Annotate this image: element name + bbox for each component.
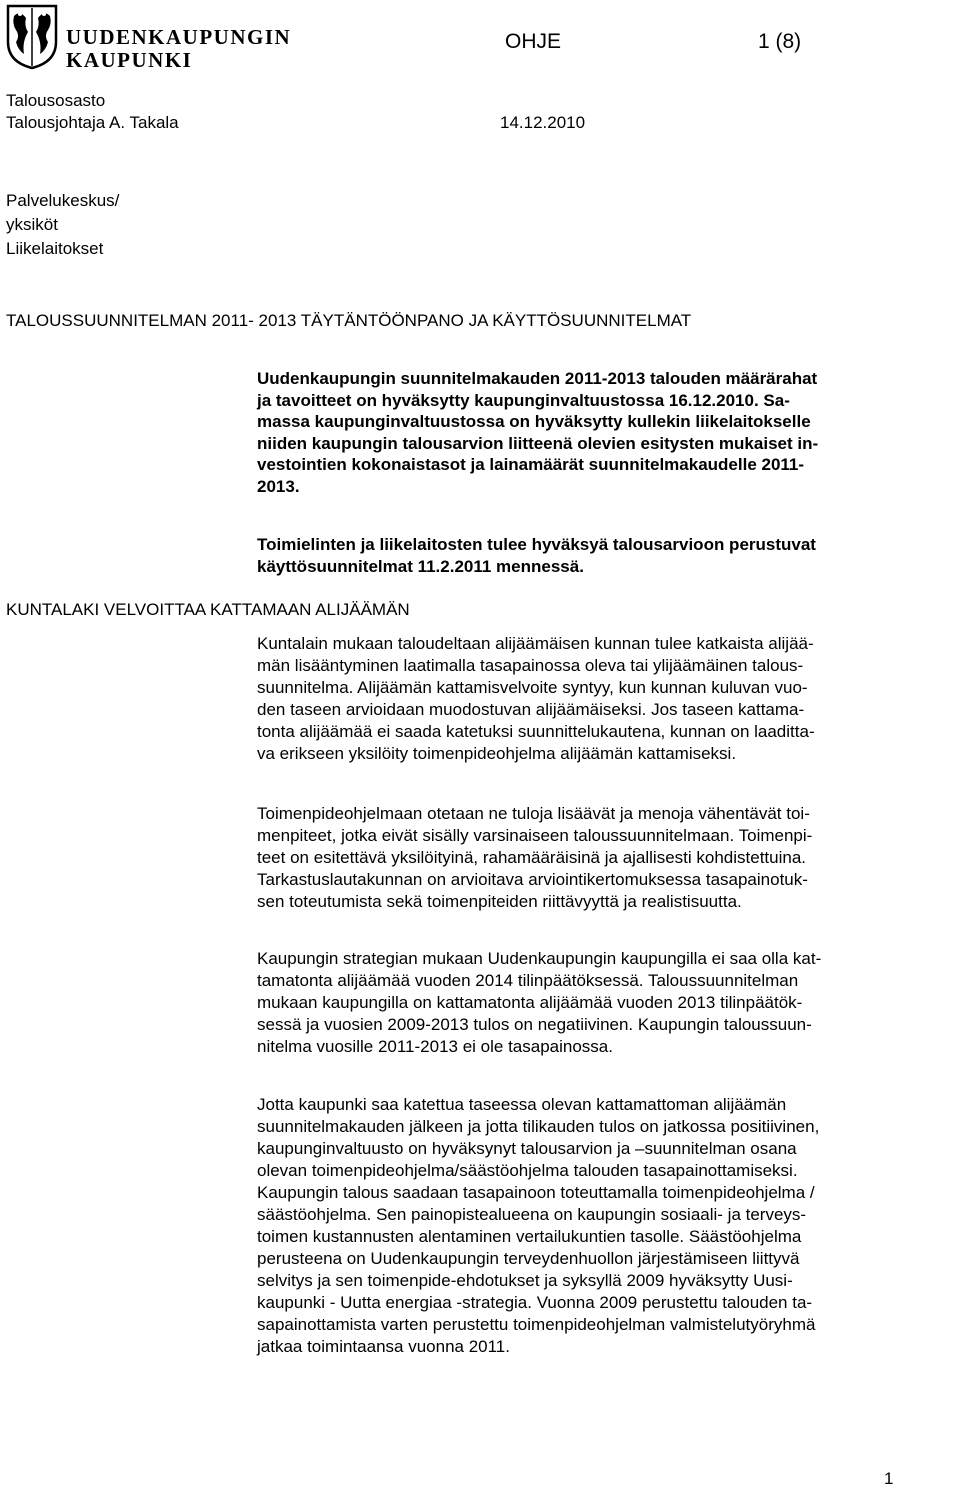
text-line: nitelma vuosille 2011-2013 ei ole tasapainossa.	[257, 1037, 613, 1056]
text-line: sen toteutumista sekä toimenpiteiden riittävyyttä ja realistisuutta.	[257, 892, 742, 911]
intro-paragraph-2	[257, 534, 816, 577]
text-line: vestointien kokonaistasot ja lainamäärät suunnitelmakaudelle 2011-	[257, 455, 805, 474]
text-line: män lisääntyminen laatimalla tasapainossa oleva tai ylijäämäinen talous-	[257, 656, 804, 675]
recipient-line: Liikelaitokset	[6, 239, 104, 258]
text-line: Toimenpideohjelmaan otetaan ne tuloja lisäävät ja menoja vähentävät toi-	[257, 804, 810, 823]
body-paragraph-4	[257, 1094, 819, 1358]
text-line: suunnitelmakauden jälkeen ja jotta tilikauden tulos on jatkossa positiivinen,	[257, 1117, 820, 1136]
text-line: niiden kaupungin talousarvion liitteenä olevien esitysten mukaiset in-	[257, 433, 819, 453]
text-line: kaupunki - Uutta energiaa -strategia. Vuonna 2009 perustettu talouden ta-	[257, 1293, 813, 1312]
text-line: olevan toimenpideohjelma/säästöohjelma talouden tasapainottamiseksi.	[257, 1161, 798, 1180]
text-line: Jotta kaupunki saa katettua taseessa olevan kattamattoman alijäämän	[257, 1095, 787, 1114]
text-line: käyttösuunnitelmat 11.2.2011 mennessä.	[257, 556, 584, 576]
text-line: mukaan kaupungilla on kattamatonta alijäämää vuoden 2013 tilinpäätök-	[257, 993, 803, 1012]
body-paragraph-2	[257, 803, 812, 913]
text-line: sapainottamista varten perustettu toimenpideohjelman valmistelutyöryhmä	[257, 1315, 816, 1334]
organization-name	[66, 26, 366, 72]
page-number: 1	[884, 1469, 894, 1488]
text-line: tamatonta alijäämää vuoden 2014 tilinpäätöksessä. Taloussuunnitelman	[257, 971, 799, 990]
text-line: ja tavoitteet on hyväksytty kaupunginvaltuustossa 16.12.2010. Sa-	[257, 390, 790, 410]
text-line: jatkaa toimintaansa vuonna 2011.	[257, 1337, 510, 1356]
text-line: den taseen arvioidaan muodostuvan alijäämäiseksi. Jos taseen kattama-	[257, 700, 805, 719]
organization-name-line-1: UUDENKAUPUNGIN	[66, 25, 292, 49]
body-paragraph-3	[257, 948, 821, 1058]
section-heading: KUNTALAKI VELVOITTAA KATTAMAAN ALIJÄÄMÄN	[6, 600, 410, 619]
text-line: Uudenkaupungin suunnitelmakauden 2011-2013 talouden määrärahat	[257, 369, 818, 388]
text-line: säästöohjelma. Sen painopistealueena on kaupungin sosiaali- ja terveys-	[257, 1205, 807, 1224]
department: Talousosasto	[6, 91, 106, 110]
text-line: kaupunginvaltuusto on hyväksynyt talousarvion ja –suunnitelman osana	[257, 1139, 797, 1158]
document-type: OHJE	[505, 30, 562, 53]
document-title: TALOUSSUUNNITELMAN 2011- 2013 TÄYTÄNTÖÖNPANO JA KÄYTTÖSUUNNITELMAT	[6, 311, 692, 330]
text-line: Tarkastuslautakunnan on arvioitava arviointikertomuksessa tasapainotuk-	[257, 870, 808, 889]
document-date: 14.12.2010	[500, 113, 586, 132]
author: Talousjohtaja A. Takala	[6, 113, 179, 132]
text-line: tonta alijäämää ei saada katetuksi suunnittelukautena, kunnan on laaditta-	[257, 722, 815, 741]
recipient-line: Palvelukeskus/	[6, 191, 120, 210]
text-line: Kaupungin talous saadaan tasapainoon toteuttamalla toimenpideohjelma /	[257, 1183, 815, 1202]
text-line: menpiteet, jotka eivät sisälly varsinaiseen taloussuunnitelmaan. Toimenpi-	[257, 826, 813, 845]
recipient-line: yksiköt	[6, 215, 58, 234]
text-line: va erikseen yksilöity toimenpideohjelma alijäämän kattamiseksi.	[257, 744, 737, 763]
organization-name-line-2: KAUPUNKI	[66, 48, 193, 72]
text-line: toimen kustannusten alentaminen vertailukuntien tasolle. Säästöohjelma	[257, 1227, 802, 1246]
page-count: 1 (8)	[758, 30, 802, 53]
text-line: Kaupungin strategian mukaan Uudenkaupungin kaupungilla ei saa olla kat-	[257, 949, 822, 968]
text-line: selvitys ja sen toimenpide-ehdotukset ja syksyllä 2009 hyväksytty Uusi-	[257, 1271, 793, 1290]
coat-of-arms-logo	[6, 4, 58, 70]
text-line: suunnitelma. Alijäämän kattamisvelvoite syntyy, kun kunnan kuluvan vuo-	[257, 678, 808, 697]
body-paragraph-1	[257, 633, 815, 765]
text-line: 2013.	[257, 476, 300, 496]
text-line: teet on esitettävä yksilöityinä, rahamääräisinä ja ajallisesti kohdistettuina.	[257, 848, 807, 867]
text-line: massa kaupunginvaltuustossa on hyväksytty kullekin liikelaitokselle	[257, 412, 811, 431]
text-line: Toimielinten ja liikelaitosten tulee hyväksyä talousarvioon perustuvat	[257, 535, 816, 554]
text-line: perusteena on Uudenkaupungin terveydenhuollon järjestämiseen liittyvä	[257, 1249, 800, 1268]
text-line: sessä ja vuosien 2009-2013 tulos on negatiivinen. Kaupungin taloussuun-	[257, 1015, 812, 1034]
text-line: Kuntalain mukaan taloudeltaan alijäämäisen kunnan tulee katkaista alijää-	[257, 634, 814, 653]
intro-paragraph-1	[257, 368, 818, 497]
